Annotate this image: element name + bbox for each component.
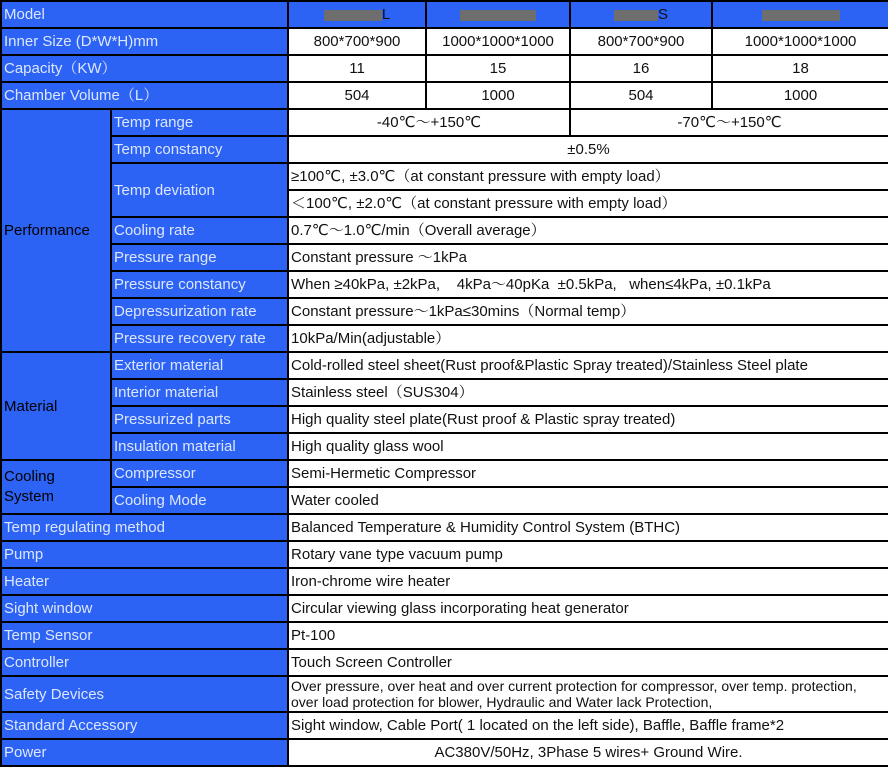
- table-row-compressor: [1, 460, 888, 487]
- table-row-temp-constancy: [1, 136, 888, 163]
- table-row-temp-range: [1, 109, 888, 136]
- capacity-value: 15: [426, 55, 570, 82]
- heater-value: Iron-chrome wire heater: [288, 568, 888, 595]
- sight-window-label: Sight window: [1, 595, 288, 622]
- temp-range-value: -40℃～+150℃: [288, 109, 570, 136]
- chamber-volume-value: 1000: [712, 82, 888, 109]
- interior-material-label: Interior material: [111, 379, 288, 406]
- temp-constancy-value: ±0.5%: [288, 136, 888, 163]
- table-row-capacity: [1, 55, 888, 82]
- temp-regulating-value: Balanced Temperature & Humidity Control System (BTHC): [288, 514, 888, 541]
- temp-range-label: Temp range: [111, 109, 288, 136]
- cooling-rate-value: 0.7℃～1.0℃/min（Overall average）: [288, 217, 888, 244]
- model-3: S: [570, 1, 712, 28]
- inner-size-value: 800*700*900: [570, 28, 712, 55]
- table-row-cooling-rate: [1, 217, 888, 244]
- heater-label: Heater: [1, 568, 288, 595]
- temp-sensor-value: Pt-100: [288, 622, 888, 649]
- chamber-volume-value: 1000: [426, 82, 570, 109]
- depressurization-rate-label: Depressurization rate: [111, 298, 288, 325]
- cooling-mode-label: Cooling Mode: [111, 487, 288, 514]
- table-row-pressure-constancy: [1, 271, 888, 298]
- pressure-constancy-label: Pressure constancy: [111, 271, 288, 298]
- exterior-material-label: Exterior material: [111, 352, 288, 379]
- controller-value: Touch Screen Controller: [288, 649, 888, 676]
- model-4: [712, 1, 888, 28]
- table-row-pressurized-parts: [1, 406, 888, 433]
- model-2: [426, 1, 570, 28]
- redacted-mark: [460, 10, 536, 21]
- capacity-value: 16: [570, 55, 712, 82]
- exterior-material-value: Cold-rolled steel sheet(Rust proof&Plastic Spray treated)/Stainless Steel plate: [288, 352, 888, 379]
- table-row-temp-regulating: [1, 514, 888, 541]
- temp-deviation-label: Temp deviation: [111, 163, 288, 217]
- table-row-pressure-range: [1, 244, 888, 271]
- table-row-inner-size: [1, 28, 888, 55]
- pressure-recovery-rate-label: Pressure recovery rate: [111, 325, 288, 352]
- table-row-depressurization-rate: [1, 298, 888, 325]
- chamber-volume-label: Chamber Volume（L）: [1, 82, 288, 109]
- pump-value: Rotary vane type vacuum pump: [288, 541, 888, 568]
- pump-label: Pump: [1, 541, 288, 568]
- table-row-heater: [1, 568, 888, 595]
- table-row-pressure-recovery-rate: [1, 325, 888, 352]
- pressurized-parts-value: High quality steel plate(Rust proof & Plastic spray treated): [288, 406, 888, 433]
- inner-size-value: 1000*1000*1000: [712, 28, 888, 55]
- standard-accessory-value: Sight window, Cable Port( 1 located on the left side), Baffle, Baffle frame*2: [288, 712, 888, 739]
- standard-accessory-label: Standard Accessory: [1, 712, 288, 739]
- table-row-interior-material: [1, 379, 888, 406]
- inner-size-value: 1000*1000*1000: [426, 28, 570, 55]
- safety-devices-value: Over pressure, over heat and over current protection for compressor, over temp. protection, over load protection for blower, Hydraulic and Water lack Protection,: [288, 676, 888, 712]
- table-row-standard-accessory: [1, 712, 888, 739]
- pressurized-parts-label: Pressurized parts: [111, 406, 288, 433]
- pressure-range-value: Constant pressure ～1kPa: [288, 244, 888, 271]
- temp-sensor-label: Temp Sensor: [1, 622, 288, 649]
- inner-size-value: 800*700*900: [288, 28, 426, 55]
- material-group-label: Material: [1, 352, 111, 460]
- table-row-temp-sensor: [1, 622, 888, 649]
- safety-devices-label: Safety Devices: [1, 676, 288, 712]
- temp-deviation-line: ＜100℃, ±2.0℃（at constant pressure with empty load）: [288, 190, 888, 217]
- redacted-mark: [762, 10, 840, 21]
- compressor-label: Compressor: [111, 460, 288, 487]
- model-1: L: [288, 1, 426, 28]
- temp-range-value: -70℃～+150℃: [570, 109, 888, 136]
- table-row-pump: [1, 541, 888, 568]
- redacted-mark: [324, 10, 382, 21]
- table-row-insulation-material: [1, 433, 888, 460]
- redacted-mark: [614, 10, 658, 21]
- compressor-value: Semi-Hermetic Compressor: [288, 460, 888, 487]
- pressure-recovery-rate-value: 10kPa/Min(adjustable）: [288, 325, 888, 352]
- pressure-constancy-value: When ≥40kPa, ±2kPa, 4kPa～40pKa ±0.5kPa, when≤4kPa, ±0.1kPa: [288, 271, 888, 298]
- table-row-cooling-mode: [1, 487, 888, 514]
- chamber-volume-value: 504: [570, 82, 712, 109]
- depressurization-rate-value: Constant pressure～1kPa≤30mins（Normal temp）: [288, 298, 888, 325]
- cooling-system-group-label: Cooling System: [1, 460, 111, 514]
- performance-group-label: Performance: [1, 109, 111, 352]
- power-label: Power: [1, 739, 288, 766]
- temp-deviation-line: ≥100℃, ±3.0℃（at constant pressure with empty load）: [288, 163, 888, 190]
- controller-label: Controller: [1, 649, 288, 676]
- table-row-safety-devices: [1, 676, 888, 712]
- capacity-value: 18: [712, 55, 888, 82]
- cooling-mode-value: Water cooled: [288, 487, 888, 514]
- capacity-value: 11: [288, 55, 426, 82]
- capacity-label: Capacity（KW）: [1, 55, 288, 82]
- sight-window-value: Circular viewing glass incorporating heat generator: [288, 595, 888, 622]
- table-row-controller: [1, 649, 888, 676]
- table-row-temp-deviation: [1, 163, 888, 190]
- temp-regulating-label: Temp regulating method: [1, 514, 288, 541]
- table-row-exterior-material: [1, 352, 888, 379]
- table-row-chamber-volume: [1, 82, 888, 109]
- table-row-sight-window: [1, 595, 888, 622]
- interior-material-value: Stainless steel（SUS304）: [288, 379, 888, 406]
- insulation-material-value: High quality glass wool: [288, 433, 888, 460]
- model-label: Model: [1, 1, 288, 28]
- chamber-volume-value: 504: [288, 82, 426, 109]
- table-row-power: [1, 739, 888, 766]
- power-value: AC380V/50Hz, 3Phase 5 wires+ Ground Wire.: [288, 739, 888, 766]
- cooling-rate-label: Cooling rate: [111, 217, 288, 244]
- table-row-model: [1, 1, 888, 28]
- pressure-range-label: Pressure range: [111, 244, 288, 271]
- temp-constancy-label: Temp constancy: [111, 136, 288, 163]
- insulation-material-label: Insulation material: [111, 433, 288, 460]
- inner-size-label: Inner Size (D*W*H)mm: [1, 28, 288, 55]
